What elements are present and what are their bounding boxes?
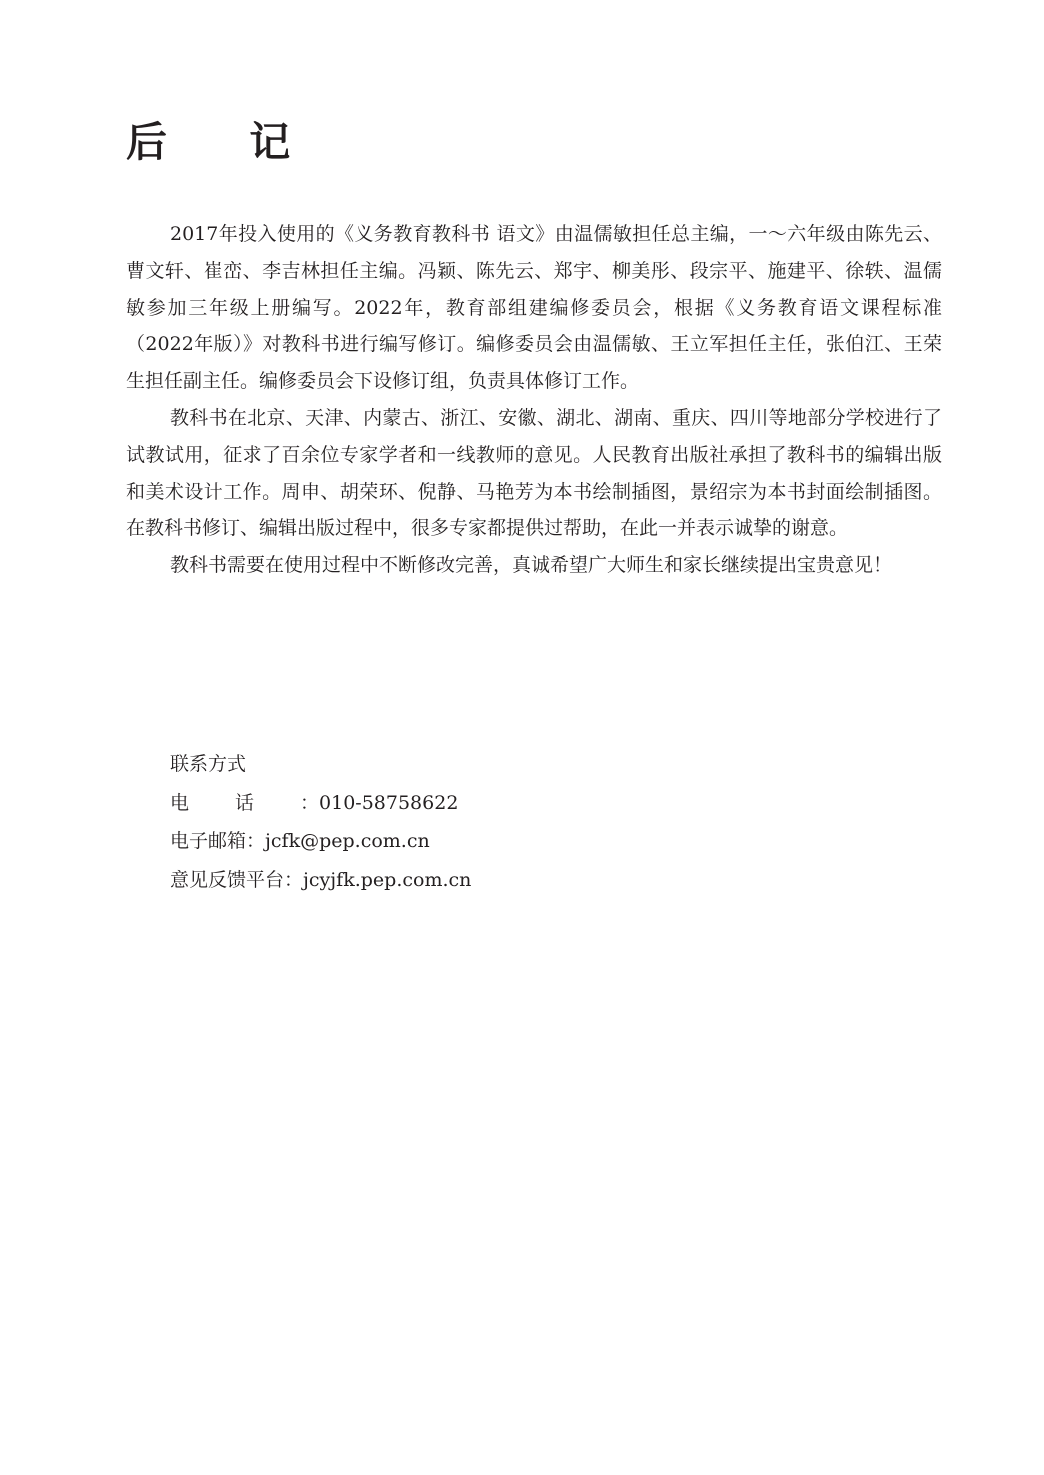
contact-phone-line <box>170 784 471 823</box>
contact-email-line <box>170 822 471 861</box>
page-title: 后 记 <box>126 118 325 166</box>
contact-info <box>170 745 471 899</box>
paragraph-3: 教科书需要在使用过程中不断修改完善，真诚希望广大师生和家长继续提出宝贵意见！ <box>170 554 893 577</box>
email-label: 电子邮箱 <box>170 830 247 852</box>
email-value: ：jcfk@pep.com.cn <box>246 830 430 852</box>
feedback-label: 意见反馈平台 <box>170 868 285 891</box>
contact-heading: 联系方式 <box>170 753 247 775</box>
feedback-value: ：jcyjfk.pep.com.cn <box>284 868 472 891</box>
afterword-body <box>126 216 942 584</box>
phone-label: 电话 <box>170 791 301 814</box>
phone-value: ：010-58758622 <box>300 791 459 814</box>
contact-feedback-line <box>170 861 471 900</box>
paragraph-1: 2017年投入使用的《义务教育教科书 语文》由温儒敏担任总主编，一～六年级由陈先云、曹文轩、崔峦、李吉林担任主编。冯颖、陈先云、郑宇、柳美彤、段宗平、施建平、徐轶、温儒敏参加三年级上册编写。2022年，教育部组建编修委员会，根据《义务教育语文课程标准（2022年版）》对教科书进行编写修订。编修委员会由温儒敏、王立军担任主任，张伯江、王荣生担任副主任。编修委员会下设修订组，负责具体修订工作。 <box>126 223 942 393</box>
paragraph-2: 教科书在北京、天津、内蒙古、浙江、安徽、湖北、湖南、重庆、四川等地部分学校进行了试教试用，征求了百余位专家学者和一线教师的意见。人民教育出版社承担了教科书的编辑出版和美术设计工作。周申、胡荣环、倪静、马艳芳为本书绘制插图，景绍宗为本书封面绘制插图。在教科书修订、编辑出版过程中，很多专家都提供过帮助，在此一并表示诚挚的谢意。 <box>126 406 942 540</box>
